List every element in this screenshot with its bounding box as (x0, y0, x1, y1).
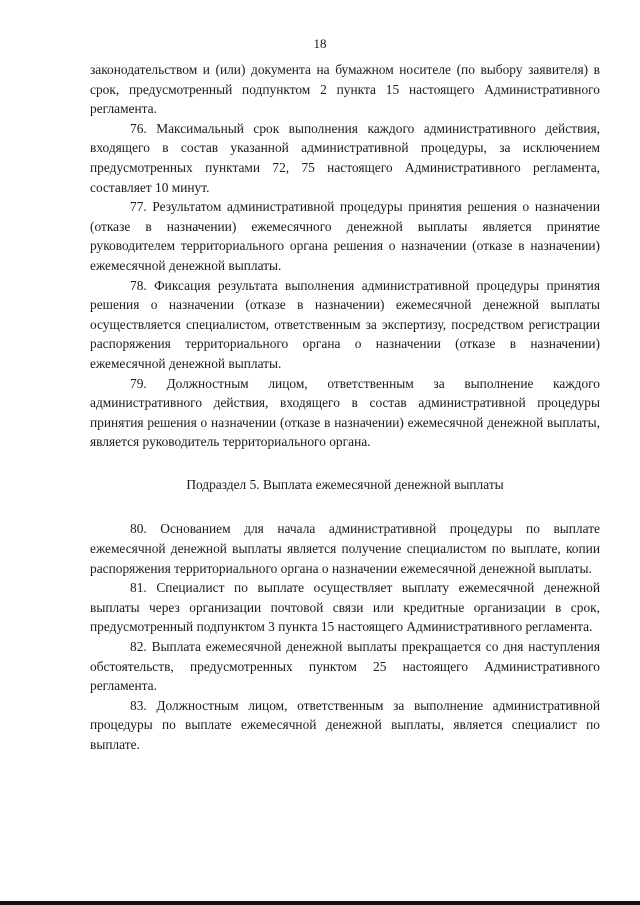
paragraph-p83: 83. Должностным лицом, ответственным за выполнение административной процедуры по выплате ежемесячной денежной выплаты, является специалист по выплате. (90, 697, 600, 752)
section-heading: Подраздел 5. Выплата ежемесячной денежной выплаты (186, 476, 504, 492)
scan-bottom-border (0, 901, 640, 905)
paragraph-p78: 78. Фиксация результата выполнения административной процедуры принятия решения о назначении (отказе в назначении) ежемесячной денежной выплаты осуществляется специалистом, ответственным за экспертизу, посредством регистрации распоряжения территориального органа о назначении (отказе в назначении) ежемесячной денежной выплаты. (90, 277, 600, 371)
paragraph-p81: 81. Специалист по выплате осуществляет выплату ежемесячной денежной выплаты через организации почтовой связи или кредитные организации в срок, предусмотренный подпунктом 3 пункта 15 настоящего Административного регламента. (90, 580, 600, 635)
paragraphs-top (90, 60, 600, 452)
document-body (90, 60, 600, 755)
paragraph-p80: 80. Основанием для начала административной процедуры по выплате ежемесячной денежной выплаты является получение специалистом по выплате, копии распоряжения территориального органа о назначении ежемесячной денежной выплаты. (90, 521, 600, 576)
paragraph-p82: 82. Выплата ежемесячной денежной выплаты прекращается со дня наступления обстоятельств, предусмотренных пунктом 25 настоящего Административного регламента. (90, 639, 600, 694)
paragraph-p79: 79. Должностным лицом, ответственным за выполнение каждого административного действия, входящего в состав административной процедуры принятия решения о назначении (отказе в назначении) ежемесячной денежной выплаты, является руководитель территориального органа. (90, 375, 600, 450)
paragraph-p-cont: законодательством и (или) документа на бумажном носителе (по выбору заявителя) в срок, предусмотренный подпунктом 2 пункта 15 настоящего Административного регламента. (90, 62, 600, 117)
paragraph-p76: 76. Максимальный срок выполнения каждого административного действия, входящего в состав указанной административной процедуры, за исключением предусмотренных пунктами 72, 75 настоящего Административного регламента, составляет 10 минут. (90, 120, 600, 195)
page-number: 18 (313, 36, 327, 51)
paragraph-p77: 77. Результатом административной процедуры принятия решения о назначении (отказе в назначении) ежемесячного денежной выплаты является принятие руководителем территориального органа решения о назначении (отказе в назначении) ежемесячной денежной выплаты. (90, 199, 600, 273)
paragraphs-bottom (90, 519, 600, 754)
